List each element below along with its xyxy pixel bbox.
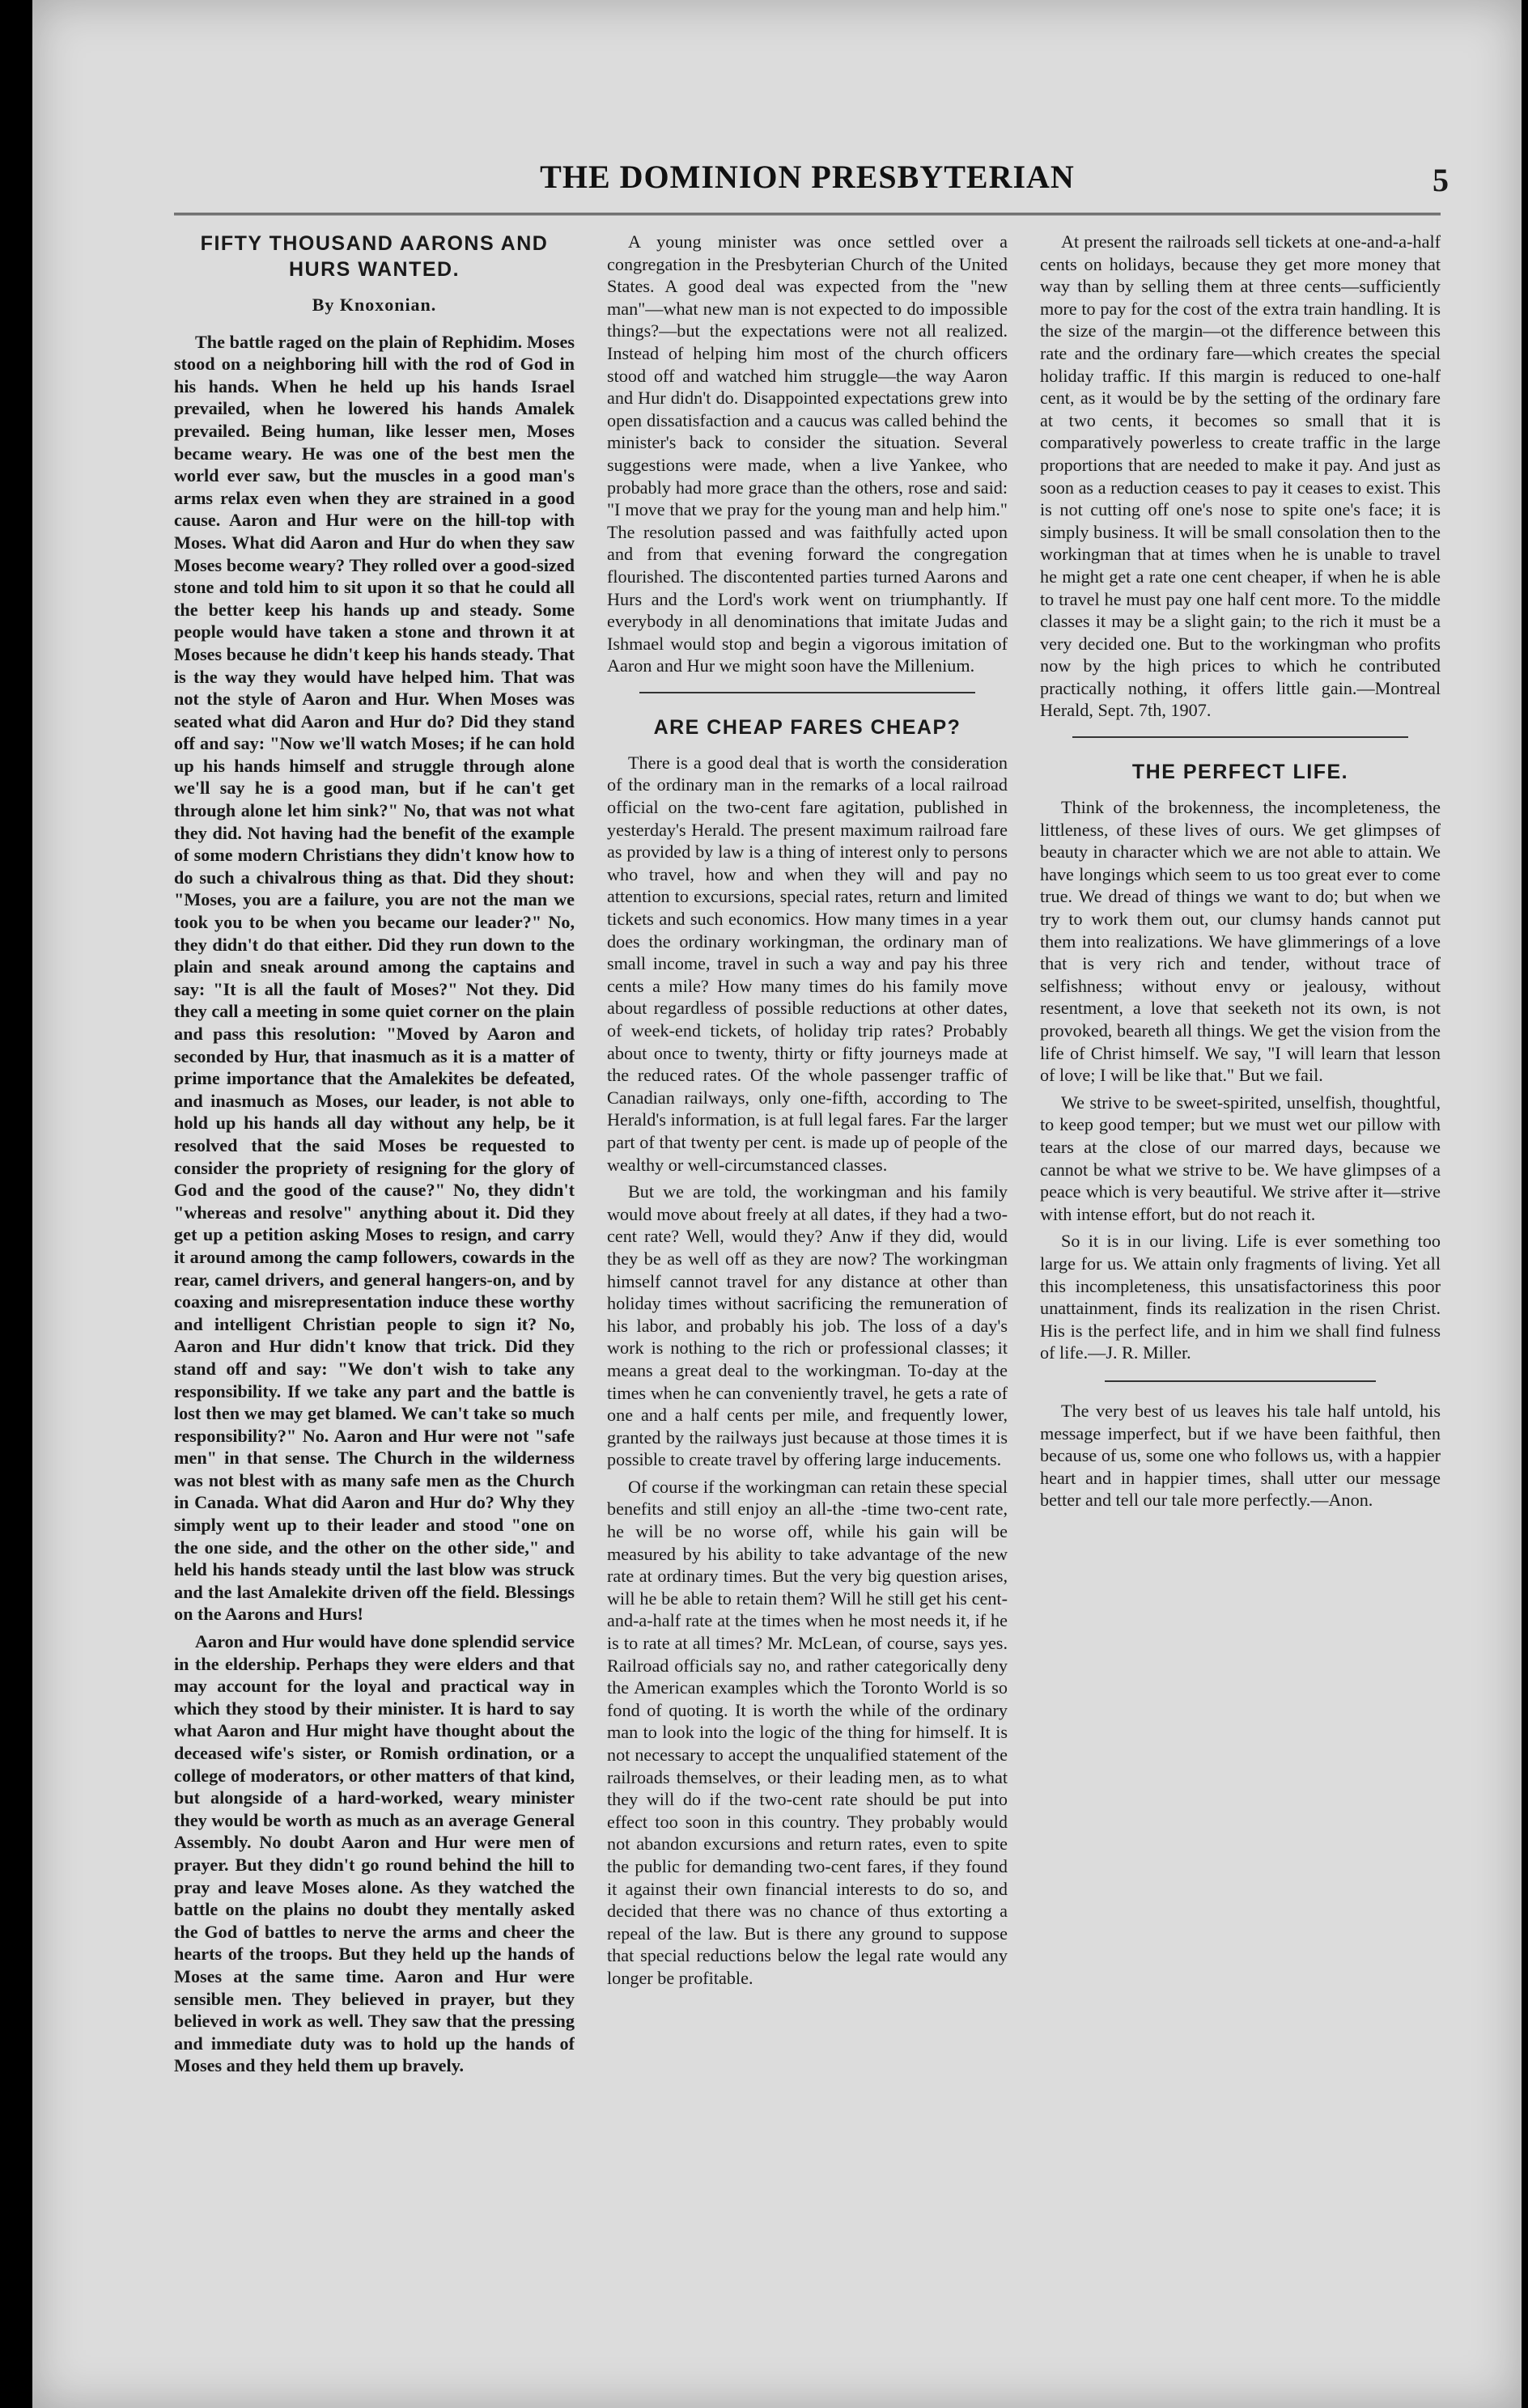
article-paragraph: But we are told, the workingman and his family would move about freely at all dates, if they had a two-cent rate? Well, would they? Anw if they did, would they be as well off as they are now? The workingman himself cannot travel for any distance at other than holiday times without sacrificing the remuneration of his labor, and probably his job. The loss of a day's work is nothing to the rich or professional classes; it means a great deal to the workingman. To-day at the times when he can conveniently travel, he gets a rate of one and a half cents per mile, and frequently lower, granted by the railways just because at those times it is possible to create travel by offering large inducements. xyxy=(607,1181,1008,1470)
article-title-cheap-fares: ARE CHEAP FARES CHEAP? xyxy=(653,715,961,739)
article-paragraph: Aaron and Hur would have done splendid service in the eldership. Perhaps they were elders and that may account for the loyal and practical way in which they stood by their minister. It is hard to say what Aaron and Hur might have thought about the deceased wife's sister, or Romish ordination, or a college of moderators, or other matters of that kind, but alongside of a hard-worked, weary minister they would be worth as much as an average General Assembly. No doubt Aaron and Hur were men of prayer. But they didn't go round behind the hill to pray and leave Moses alone. As they watched the battle on the plains no doubt they mentally asked the God of battles to nerve the arms and cheer the hearts of the troops. But they held up the hands of Moses at the same time. Aaron and Hur were sensible men. They believed in prayer, but they believed in work as well. They saw that the pressing and immediate duty was to hold up the hands of Moses and they held them up bravely. xyxy=(174,1631,575,2076)
closing-quote: The very best of us leaves his tale half untold, his message imperfect, but if we have been faithful, then because of us, some one who follows us, with a happier heart and in happier times, shall utter our message better and tell our tale more perfectly.—Anon. xyxy=(1040,1400,1441,1511)
article-title-aarons-hurs: FIFTY THOUSAND AARONS AND HURS WANTED. xyxy=(200,232,549,281)
columns xyxy=(174,231,1441,2318)
article-paragraph: At present the railroads sell tickets at one-and-a-half cents on holidays, because they get more money that way than by selling them at three cents—sufficiently more to pay for the cost of the extra train handling. It is the size of the margin—ot the difference between this rate and the ordinary fare—which creates the special holiday traffic. If this margin is reduced to one-half cent, as it would be by the setting of the ordinary fare at two cents, it becomes so small that it is comparatively powerless to create traffic in the large proportions that are needed to make it pay. And just as soon as a reduction ceases to pay it ceases to exist. This is not cutting off one's nose to spite one's face; it is simply business. It will be small consolation then to the workingman that at times when he is unable to travel he might get a rate one cent cheaper, if when he is able to travel he must pay one half cent more. To the middle classes it may be a slight gain; to the rich it must be a very decided one. But to the workingman who profits now by the high prices to which he contributed practically nothing, it offers little gain.—Montreal Herald, Sept. 7th, 1907. xyxy=(1040,231,1441,721)
article-paragraph: Of course if the workingman can retain these special benefits and still enjoy an all-the -time two-cent rate, he will be no worse off, while his gain will be measured by his ability to take advantage of the new rate at ordinary times. But the very big question arises, will he be able to retain them? Will he still get his cent-and-a-half rate at the times when he most needs it, if he is to rate at all times? Mr. McLean, of course, says yes. Railroad officials say no, and rather categorically deny the American examples which the Toronto World is so fond of quoting. It is worth the while of the ordinary man to look into the logic of the thing for himself. It is not necessary to accept the unqualified statement of the railroads themselves, or their leading men, as to what they will do if the two-cent rate should be put into effect too soon in this country. They probably would not abandon excursions and return rates, even to spite the public for demanding two-cent fares, if they found it against their own financial interests to do so, and decided that there was no chance of thus extorting a repeal of the law. But is there any ground to suppose that special reductions below the legal rate would any longer be profitable. xyxy=(607,1476,1008,1988)
column-3 xyxy=(1040,231,1441,2318)
page-number: 5 xyxy=(1432,162,1449,198)
section-divider xyxy=(1072,736,1408,738)
section-divider xyxy=(639,692,975,693)
newspaper-page xyxy=(32,0,1522,2408)
article-paragraph: A young minister was once settled over a congregation in the Presbyterian Church of the United States. A good deal was expected from the "new man"—what new man is not expected to do impossible things?—but the expectations were not all realized. Instead of helping him most of the church officers stood off and watched him struggle—the way Aaron and Hur didn't do. Disappointed expectations grew into open dissatisfaction and a caucus was called behind the minister's back to consider the situation. Several suggestions were made, when a live Yankee, who probably had more grace than the others, rose and said: "I move that we pray for the young man and help him." The resolution passed and was faithfully acted upon and from that evening forward the congregation flourished. The discontented parties turned Aarons and Hurs and the Lord's work went on triumphantly. If everybody in all denominations that imitate Judas and Ishmael would stop and begin a vigorous imitation of Aaron and Hur we might soon have the Millenium. xyxy=(607,231,1008,676)
article-paragraph: Think of the brokenness, the incompleteness, the littleness, of these lives of ours. We get glimpses of beauty in character which we are not able to attain. We have longings which seem to us too great ever to come true. We dread of things we want to do; but when we try to work them out, our clumsy hands cannot put them into realizations. We have glimmerings of a love that is very rich and tender, without trace of selfishness; without envy or jealousy, without resentment, a love that seeketh not its own, is not provoked, beareth all things. We get the vision from the life of Christ himself. We say, "I will learn that lesson of love; I will be like that." But we fail. xyxy=(1040,797,1441,1086)
masthead: THE DOMINION PRESBYTERIAN xyxy=(540,159,1075,195)
column-1 xyxy=(174,231,575,2318)
section-divider xyxy=(1105,1380,1376,1382)
article-byline: By Knoxonian. xyxy=(312,295,437,315)
article-paragraph: There is a good deal that is worth the consideration of the ordinary man in the remarks of a local railroad official on the two-cent fare agitation, published in yesterday's Herald. The present maximum railroad fare as provided by law is a thing of interest only to persons who travel, how and when they will and pay no attention to excursions, special rates, return and limited tickets and such economics. How many times in a year does the ordinary workingman, the ordinary man of small income, travel in such a way and pay his three cents a mile? How many times do his family move about regardless of possible reductions at other dates, of week-end tickets, of holiday trip rates? Probably about once to twenty, thirty or fifty journeys made at the reduced rates. Of the whole passenger traffic of Canadian railways, only one-fifth, according to The Herald's information, is at full legal fares. Far the larger part of that twenty per cent. is made up of people of the wealthy or well-circumstanced classes. xyxy=(607,752,1008,1175)
column-2 xyxy=(607,231,1008,2318)
page-content xyxy=(174,158,1449,2326)
article-paragraph: The battle raged on the plain of Rephidim. Moses stood on a neighboring hill with the rod of God in his hands. When he held up his hands Israel prevailed, when he lowered his hands Amalek prevailed. Being human, like lesser men, Moses became weary. He was one of the best men the world ever saw, but the muscles in a good man's arms relax even when they are strained in a good cause. Aaron and Hur were on the hill-top with Moses. What did Aaron and Hur do when they saw Moses become weary? They rolled over a good-sized stone and told him to sit upon it so that he could all the better keep his hands up and steady. Some people would have taken a stone and thrown it at Moses because he didn't keep his hands steady. That is the way they would have helped him. That was not the style of Aaron and Hur. When Moses was seated what did Aaron and Hur do? Did they stand off and say: "Now we'll watch Moses; if he can hold up his hands himself and struggle through alone we'll say he is a good man, but if he can't get through alone let him sink?" No, that was not what they did. Not having had the benefit of the example of some modern Christians they didn't know how to do such a chivalrous thing as that. Did they shout: "Moses, you are a failure, you are not the man we took you to be when you became our leader?" No, they didn't do that either. Did they run down to the plain and sneak around among the captains and say: "It is all the fault of Moses?" Not they. Did they call a meeting in some quiet corner on the plain and pass this resolution: "Moved by Aaron and seconded by Hur, that inasmuch as it is a matter of prime importance that the Amalekites be defeated, and inasmuch as Moses, our leader, is not able to hold up his hands all day without any help, be it resolved that the said Moses be requested to consider the propriety of resigning for the glory of God and the good of the cause?" No, they didn't "whereas and resolve" anything about it. Did they get up a petition asking Moses to resign, and carry it around among the camp followers, cowards in the rear, camel drivers, and general hangers-on, and by coaxing and misrepresentation induce these worthy and intelligent Christian people to sign it? No, Aaron and Hur didn't know that trick. Did they stand off and say: "We don't wish to take any responsibility. If we take any part and the battle is lost then we may get blamed. We can't take so much responsibility?" No. Aaron and Hur were not "safe men" in that sense. The Church in the wilderness was not blest with as many safe men as the Church in Canada. What did Aaron and Hur do? Why they simply went up to their leader and stood "one on the one side, and the other on the other side," and held his hands steady until the last blow was struck and the last Amalekite driven off the field. Blessings on the Aarons and Hurs! xyxy=(174,331,575,1625)
article-paragraph: So it is in our living. Life is ever something too large for us. We attain only fragments of living. Yet all this incompleteness, this unsatisfactoriness this poor unattainment, finds its realization in the risen Christ. His is the perfect life, and in him we shall find fulness of life.—J. R. Miller. xyxy=(1040,1231,1441,1363)
article-title-perfect-life: THE PERFECT LIFE. xyxy=(1131,761,1349,784)
article-paragraph: We strive to be sweet-spirited, unselfish, thoughtful, to keep good temper; but we must wet our pillow with tears at the close of our marred days, because we cannot be what we strive to be. We have glimpses of a peace which is very beautiful. We strive after it—strive with intense effort, but do not reach it. xyxy=(1040,1092,1441,1224)
running-header xyxy=(174,158,1449,215)
